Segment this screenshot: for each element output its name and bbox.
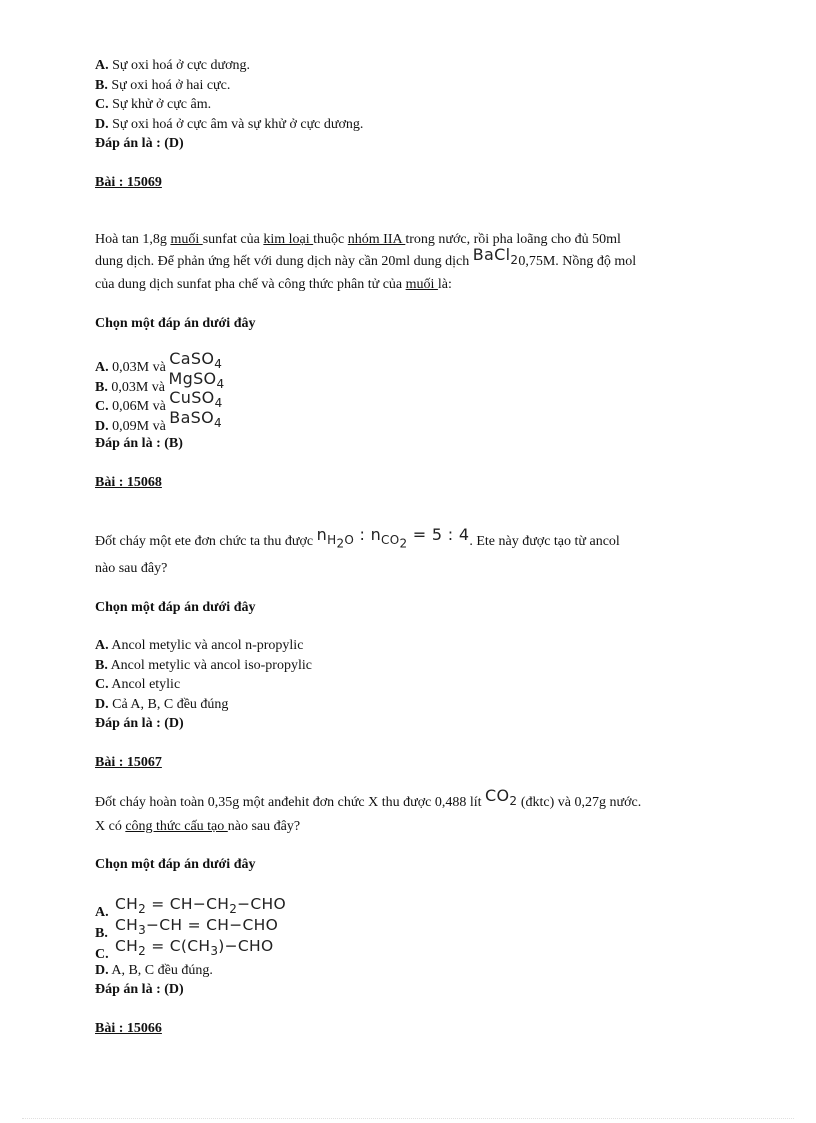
formula-structure: $CH_2 = C(CH_3)-CHO$	[115, 936, 274, 959]
option-c: C. Sự khử ở cực âm.	[95, 97, 212, 112]
question-heading: Bài : 15066	[95, 1020, 162, 1036]
option-b: B. $CH_3-CH = CH-CHO$	[95, 915, 279, 941]
option-b: B. Sự oxi hoá ở hai cực.	[95, 77, 231, 93]
option-a: A. 0,03M và CaSO$_4$	[95, 349, 223, 376]
answer-line: Đáp án là : (B)	[95, 436, 183, 452]
link-nhom-iia[interactable]: nhóm IIA	[347, 232, 406, 247]
option-d: D. 0,09M và BaSO$_4$	[95, 407, 222, 434]
formula-caso4: CaSO$_4$	[169, 349, 223, 372]
formula-mgso4: MgSO$_4$	[168, 368, 225, 391]
option-c: C. 0,06M và CuSO$_4$	[95, 388, 223, 415]
link-muoi[interactable]: muối	[405, 277, 438, 293]
option-b: B. Ancol metylic và ancol iso-propylic	[95, 657, 312, 673]
question-text: Hoà tan 1,8g muối sunfat của kim loại thuộc nhóm IIA trong nước, rồi pha loãng cho đủ 50ml dung dịch. Để phản ứng hết với dung dịch này cần 20ml dung dịch BaCl$_2$0,75M. Nồng độ mol của dung dịch sunfat pha chế và công thức phân tử của muối là:	[95, 232, 637, 293]
question-heading: Bài : 15068	[95, 474, 162, 490]
question-prev-options	[95, 56, 755, 154]
answer-line: Đáp án là : (D)	[95, 716, 184, 732]
option-d: D. Cả A, B, C đều đúng	[95, 696, 229, 712]
formula-ratio: $n_{H_2O}$ : $n_{CO_2} = 5$ : 4	[316, 525, 470, 551]
question-text: Đốt cháy một ete đơn chức ta thu được $n_{H_2O}$ : $n_{CO_2} = 5$ : 4. Ete này được tạo từ ancol nào sau đây?	[95, 525, 620, 577]
choose-label: Chọn một đáp án dưới đây	[95, 857, 256, 873]
option-d: D. Sự oxi hoá ở cực âm và sự khử ở cực dương.	[95, 116, 364, 132]
link-cong-thuc-cau-tao[interactable]: công thức cấu tạo	[125, 818, 228, 834]
choose-label: Chọn một đáp án dưới đây	[95, 599, 256, 615]
option-b: B. 0,03M và MgSO$_4$	[95, 368, 225, 395]
option-list	[95, 636, 755, 734]
option-a: A. Sự oxi hoá ở cực dương.	[95, 58, 251, 73]
link-muoi[interactable]: muối	[170, 232, 203, 247]
answer-line: Đáp án là : (D)	[95, 982, 184, 998]
option-c: C. Ancol etylic	[95, 677, 181, 693]
option-d: D. A, B, C đều đúng.	[95, 962, 213, 978]
link-kim-loai[interactable]: kim loại	[263, 232, 314, 247]
formula-structure: $CH_2 = CH-CH_2-CHO$	[115, 894, 287, 917]
option-a: A. Ancol metylic và ancol n-propylic	[95, 638, 304, 654]
option-c: C. $CH_2 = C(CH_3)-CHO$	[95, 936, 274, 962]
option-list	[95, 894, 755, 1000]
answer-line: Đáp án là : (D)	[95, 136, 184, 151]
formula-baso4: BaSO$_4$	[169, 407, 222, 430]
document-page	[95, 56, 755, 1038]
formula-bacl2: BaCl$_2$	[472, 244, 519, 267]
option-a: A. $CH_2 = CH-CH_2-CHO$	[95, 894, 287, 920]
question-heading: Bài : 15069	[95, 174, 162, 190]
question-heading: Bài : 15067	[95, 754, 162, 770]
formula-cuso4: CuSO$_4$	[169, 388, 223, 411]
question-text: Đốt cháy hoàn toàn 0,35g một anđehit đơn chức X thu được 0,488 lít $CO_2$ (đktc) và 0,27g nước. X có công thức cấu tạo nào sau đây?	[95, 786, 642, 834]
option-list	[95, 349, 755, 454]
page-bottom-divider	[22, 1118, 794, 1119]
formula-structure: $CH_3-CH = CH-CHO$	[115, 915, 279, 938]
formula-co2: $CO_2$	[485, 786, 518, 809]
choose-label: Chọn một đáp án dưới đây	[95, 315, 256, 331]
